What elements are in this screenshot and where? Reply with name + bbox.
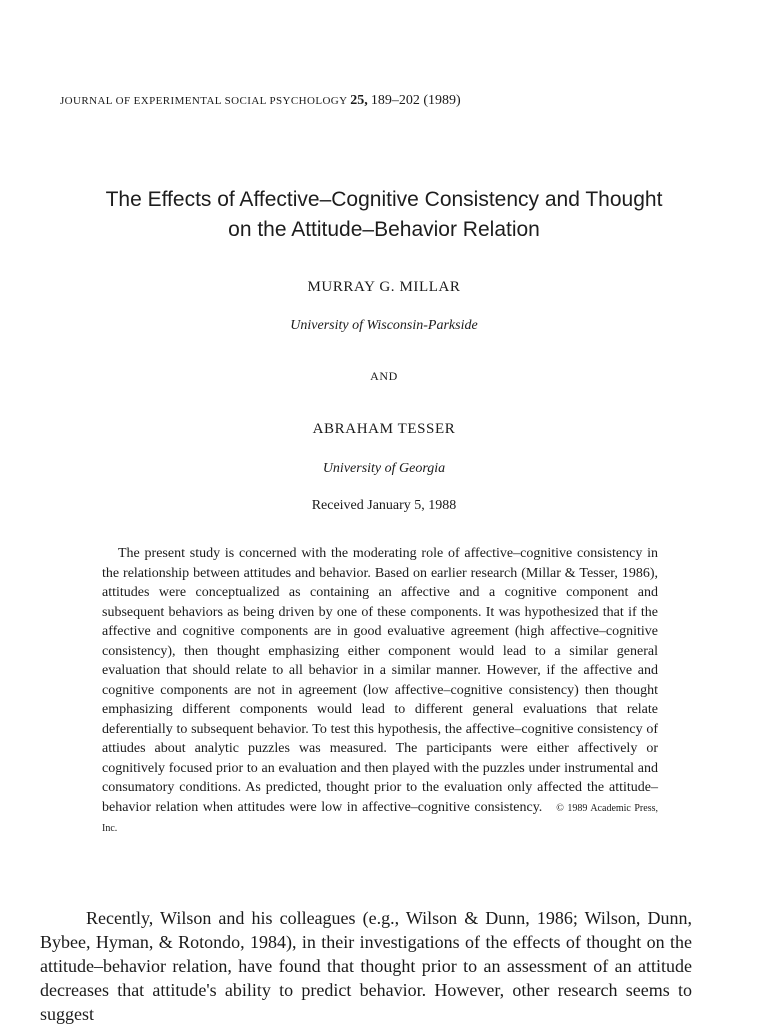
author-conjunction: AND xyxy=(370,369,398,383)
author-2-affiliation: University of Georgia xyxy=(322,461,446,476)
journal-pages-year: 189–202 (1989) xyxy=(370,93,461,108)
abstract xyxy=(102,544,658,839)
author-2-name: ABRAHAM TESSER xyxy=(312,421,456,437)
received-date: Received January 5, 1988 xyxy=(311,498,457,513)
journal-header xyxy=(60,93,461,109)
abstract-text: The present study is concerned with the moderating role of affective–cognitive consistency in the relationship between attitudes and behavior. Based on earlier research (Millar & Tesser, 1986), attitudes were conceptualized as containing an affective and a cognitive component and subsequent behaviors as being driven by one of these components. It was hypothesized that if the affective and cognitive components are in good evaluative agreement (high affective–cognitive consistency), then thought emphasizing either component would lead to a similar general evaluation that should relate to all behavior in a similar manner. However, if the affective and cognitive components are not in agreement (low affective–cognitive consistency) then thought emphasizing different components would lead to different general evaluations that relate deferentially to subsequent behavior. To test this hypothesis, the affective–cognitive consistency of attiudes about analytic puzzles was measured. The participants were either affectively or cognitively focused prior to an evaluation and then played with the puzzles under instrumental and consumatory conditions. As predicted, thought prior to the evaluation only affected the attitude–behavior relation when attitudes were low in affective–cognitive consistency. xyxy=(102,546,658,815)
journal-volume: 25, xyxy=(350,93,368,108)
journal-name: JOURNAL OF EXPERIMENTAL SOCIAL PSYCHOLOGY xyxy=(60,95,348,107)
title-line-2: on the Attitude–Behavior Relation xyxy=(228,218,540,241)
author-1-name: MURRAY G. MILLAR xyxy=(307,279,461,295)
copyright-notice: © 1989 Academic Press, Inc. xyxy=(102,802,658,834)
title-line-1: The Effects of Affective–Cognitive Consistency and Thought xyxy=(105,188,663,211)
body-paragraph xyxy=(40,906,692,1026)
body-paragraph-text: Recently, Wilson and his colleagues (e.g., Wilson & Dunn, 1986; Wilson, Dunn, Bybee, Hyman, & Rotondo, 1984), in their investigations of the effects of thought on the attitude–behavior relation, have found that thought prior to an assessment of an attitude decreases that attitude's ability to predict behavior. However, other research seems to suggest xyxy=(40,908,692,1024)
author-1-affiliation: University of Wisconsin-Parkside xyxy=(290,318,478,333)
article-title xyxy=(40,185,728,245)
